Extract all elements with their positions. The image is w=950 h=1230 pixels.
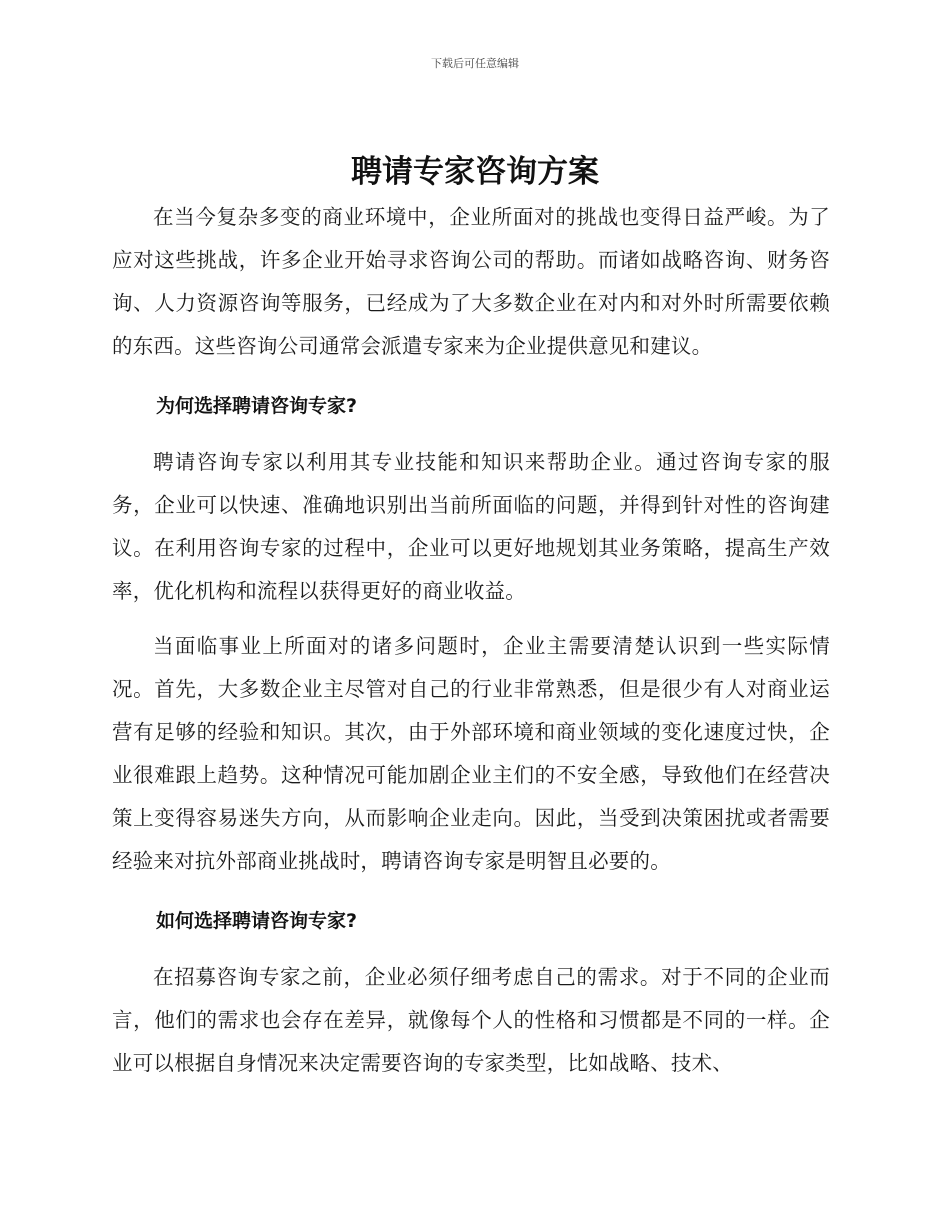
body-paragraph: 在招募咨询专家之前，企业必须仔细考虑自己的需求。对于不同的企业而言，他们的需求也会存在差异，就像每个人的性格和习惯都是不同的一样。企业可以根据自身情况来决定需要咨询的专家类型，比如战略、技术、 [112,965,830,1075]
header-note: 下载后可任意编辑 [431,57,519,70]
section-heading-why: 为何选择聘请咨询专家? [156,395,358,417]
document-body [112,196,830,1085]
body-paragraph: 当面临事业上所面对的诸多问题时，企业主需要清楚认识到一些实际情况。首先，大多数企业主尽管对自己的行业非常熟悉，但是很少有人对商业运营有足够的经验和知识。其次，由于外部环境和商业领域的变化速度过快，企业很难跟上趋势。这种情况可能加剧企业主们的不安全感，导致他们在经营决策上变得容易迷失方向，从而影响企业走向。因此，当受到决策困扰或者需要经验来对抗外部商业挑战时，聘请咨询专家是明智且必要的。 [112,634,830,873]
document-title: 聘请专家咨询方案 [351,154,599,190]
intro-paragraph: 在当今复杂多变的商业环境中，企业所面对的挑战也变得日益严峻。为了应对这些挑战，许多企业开始寻求咨询公司的帮助。而诸如战略咨询、财务咨询、人力资源咨询等服务，已经成为了大多数企业在对内和对外时所需要依赖的东西。这些咨询公司通常会派遣专家来为企业提供意见和建议。 [112,205,830,358]
section-heading-how: 如何选择聘请咨询专家? [156,910,358,932]
body-paragraph: 聘请咨询专家以利用其专业技能和知识来帮助企业。通过咨询专家的服务，企业可以快速、准确地识别出当前所面临的问题，并得到针对性的咨询建议。在利用咨询专家的过程中，企业可以更好地规划其业务策略，提高生产效率，优化机构和流程以获得更好的商业收益。 [112,450,830,603]
